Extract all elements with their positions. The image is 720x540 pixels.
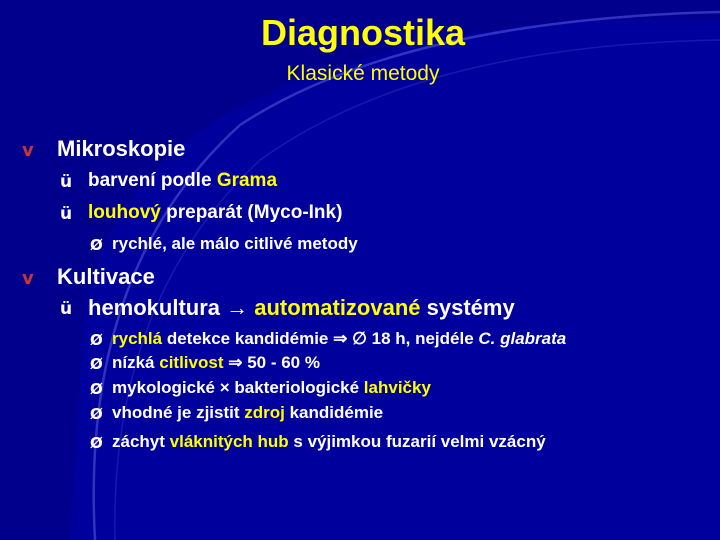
slide-title: Diagnostika <box>260 12 466 53</box>
item-text: systémy <box>420 295 515 320</box>
item-text: ⇒ ∅ 18 h, nejdéle <box>333 329 479 348</box>
item-text: barvení podle <box>88 170 217 191</box>
heading-mikroskopie: Mikroskopie <box>57 136 186 161</box>
highlight-louhovy: louhový <box>88 202 161 223</box>
check-bullet-icon: ü <box>60 299 73 319</box>
kultivace-sub-2 <box>112 353 320 373</box>
item-text: mykologické × bakteriologické <box>112 378 364 397</box>
item-text: záchyt <box>112 432 170 451</box>
item-text: hemokultura <box>88 295 227 320</box>
arrow-bullet-icon: Ø <box>90 405 103 423</box>
check-bullet-icon: ü <box>60 204 73 224</box>
species-name: C. glabrata <box>478 329 567 348</box>
item-text: s výjimkou fuzarií velmi vzácný <box>288 432 546 451</box>
heading-kultivace: Kultivace <box>57 264 155 289</box>
kultivace-sub-4 <box>112 403 383 423</box>
slide-subtitle: Klasické metody <box>286 62 440 85</box>
mikroskopie-item-2 <box>88 202 342 224</box>
highlight-automatizovane: automatizované <box>248 295 421 320</box>
highlight-vlaknitych-hub: vláknitých hub <box>169 432 289 451</box>
arrow-bullet-icon: Ø <box>90 380 103 398</box>
item-text: nízká <box>112 353 160 372</box>
item-text: detekce kandidémie <box>162 329 334 348</box>
arrow-bullet-icon: Ø <box>90 355 103 373</box>
highlight-rychla: rychlá <box>112 329 163 348</box>
arrow-bullet-icon: Ø <box>90 236 103 254</box>
check-bullet-icon: ü <box>60 172 73 192</box>
diamond-bullet-icon: v <box>22 268 34 289</box>
kultivace-sub-3 <box>112 378 431 398</box>
item-text: kandidémie <box>284 403 384 422</box>
highlight-zdroj: zdroj <box>244 403 285 422</box>
arrow-bullet-icon: Ø <box>90 331 103 349</box>
item-text: vhodné je zjistit <box>112 403 245 422</box>
highlight-grama: Grama <box>216 170 278 191</box>
kultivace-item-1 <box>88 295 515 321</box>
right-arrow-icon: → <box>226 295 249 320</box>
arrow-bullet-icon: Ø <box>90 434 103 452</box>
diamond-bullet-icon: v <box>22 140 34 161</box>
mikroskopie-item-1 <box>88 170 277 192</box>
item-text: preparát (Myco-Ink) <box>160 202 343 223</box>
kultivace-sub-1 <box>112 329 566 349</box>
kultivace-sub-5 <box>112 432 546 452</box>
highlight-lahvicky: lahvičky <box>363 378 431 397</box>
item-text: ⇒ 50 - 60 % <box>223 353 320 372</box>
highlight-citlivost: citlivost <box>159 353 224 372</box>
mikroskopie-sub-1: rychlé, ale málo citlivé metody <box>112 234 358 253</box>
